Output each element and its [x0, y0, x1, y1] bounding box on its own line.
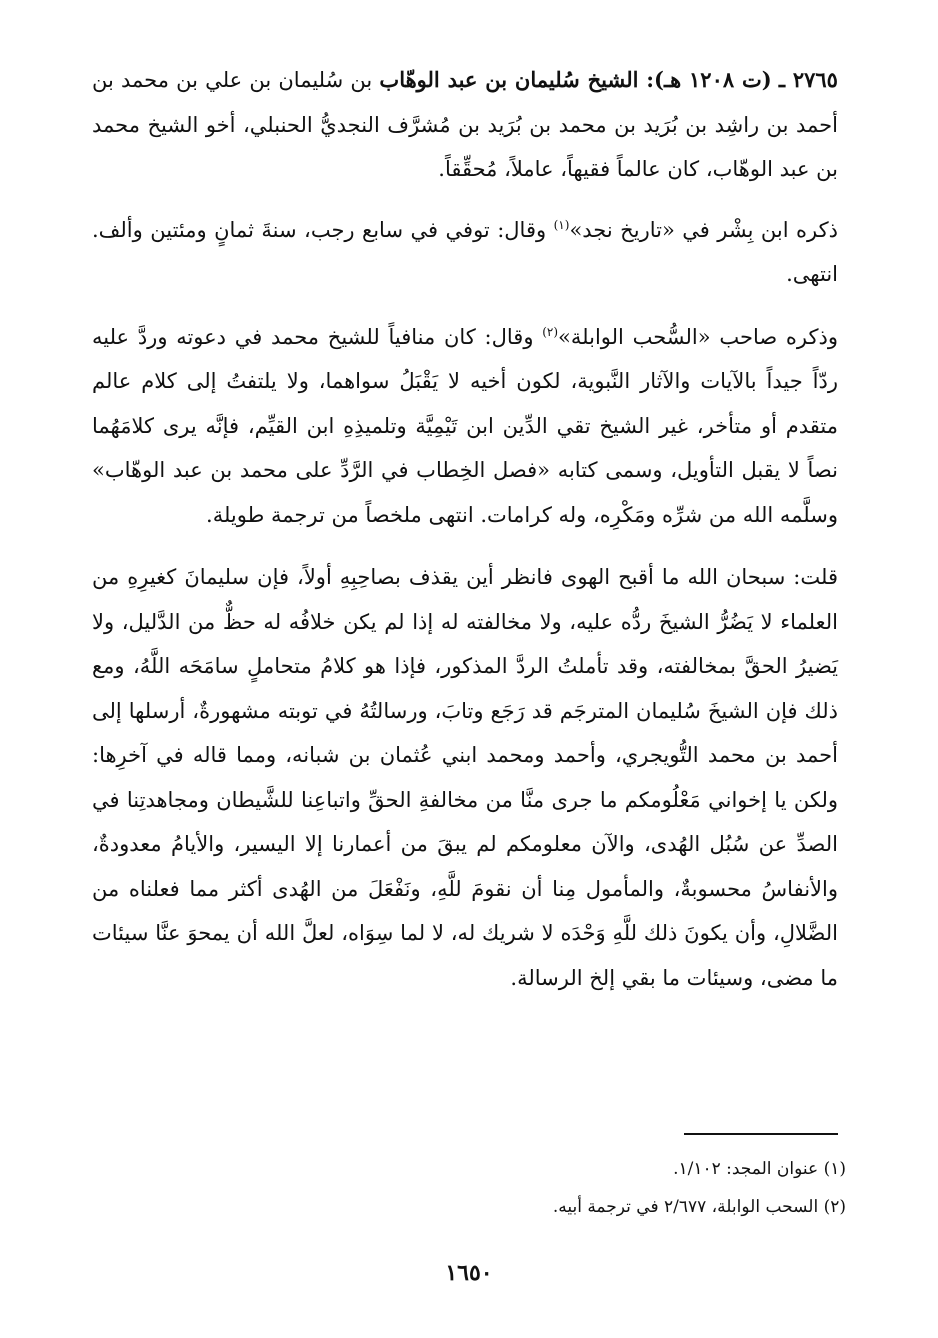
footnote-ref-2: (٢) [542, 324, 559, 339]
paragraph-suhub-wabila [92, 315, 838, 538]
paragraph-text: وذكره صاحب «السُّحب الوابلة» [558, 324, 838, 349]
footnote-1: (١) عنوان المجد: ١/١٠٢. [673, 1159, 846, 1179]
biography-entry [92, 58, 838, 192]
paragraph-text: ذكره ابن بِشْر في «تاريخ نجد» [569, 217, 838, 242]
paragraph-text: وقال: توفي في سابع رجب، سنةَ ثمانٍ ومئتين وألف. انتهى. [92, 217, 838, 286]
footnotes [100, 1150, 846, 1226]
footnote-separator [684, 1133, 838, 1135]
footnote-ref-1: (١) [553, 217, 570, 232]
paragraph-text: وقال: كان منافياً للشيخ محمد في دعوته وردَّ عليه ردّاً جيداً بالآيات والآثار النَّبوية، لكون أخيه لا يَقْبَلُ سواهما، ولا يلتفتُ إلى كلام عالم متقدم أو متأخر، غير الشيخ تقي الدِّين ابن تَيْمِيَّة وتلميذِهِ ابن القيِّم، فإنَّه يرى كلامَهُما نصاً لا يقبل التأويل، وسمى كتابه «فصل الخِطاب في الرَّدِّ على محمد بن عبد الوهّاب» وسلَّمه الله من شرِّه ومَكْرِه، وله كرامات. انتهى ملخصاً من ترجمة طويلة. [92, 324, 838, 527]
paragraph-author-comment [92, 555, 838, 1000]
paragraph-text: قلت: سبحان الله ما أقبح الهوى فانظر أين يقذف بصاحِبِهِ أولاً، فإن سليمانَ كغيرِهِ من العلماء لا يَضُرُّ الشيخَ ردُّه عليه، ولا مخالفته له إذا لم يكن خلافُه له حظٌّ من الدَّليل، ولا يَضيرُ الحقَّ بمخالفته، وقد تأملتُ الردَّ المذكور، فإذا هو كلامُ متحاملٍ سامَحَه اللَّهُ، ومع ذلك فإن الشيخَ سُليمان المترجَم قد رَجَع وتابَ، ورسالتُهُ في توبته مشهورةٌ، أرسلها إلى أحمد بن محمد التُّويجري، وأحمد ومحمد ابني عُثمان بن شبانه، ومما قاله في آخرِها: ولكن يا إخواني مَعْلُومكم ما جرى منَّا من مخالفةِ الحقِّ واتباعِنا للشَّيطان ومجاهدتِنا في الصدِّ عن سُبُل الهُدى، والآن معلومكم لم يبقَ من أعمارنا إلا اليسير، والأيامُ معدودةٌ، والأنفاسُ محسوبةٌ، والمأمول مِنا أن نقومَ للَّهِ، ونَفْعَلَ من الهُدى أكثر مما فعلناه من الضَّلالِ، وأن يكونَ ذلك للَّهِ وَحْدَه لا شريك له، لا لما سِوَاه، لعلَّ الله أن يمحوَ عنَّا سيئات ما مضى، وسيئات ما بقي إلخ الرسالة. [92, 565, 838, 990]
paragraph-ibn-bishr [92, 208, 838, 297]
entry-text: بن سُليمان بن علي بن محمد بن أحمد بن راشِد بن بُرَيد بن محمد بن بُرَيد بن مُشرَّف النجديُّ الحنبلي، أخو الشيخ محمد بن عبد الوهّاب، كان عالماً فقيهاً، عاملاً، مُحقِّقاً. [92, 68, 838, 181]
footnote-2: (٢) السحب الوابلة، ٢/٦٧٧ في ترجمة أبيه. [552, 1197, 846, 1217]
entry-heading: (ت ١٢٠٨ هـ): الشيخ سُليمان بن عبد الوهّاب [379, 67, 772, 92]
page-number: ١٦٥٠ [445, 1260, 493, 1286]
entry-number: ٢٧٦٥ ـ [778, 67, 838, 92]
